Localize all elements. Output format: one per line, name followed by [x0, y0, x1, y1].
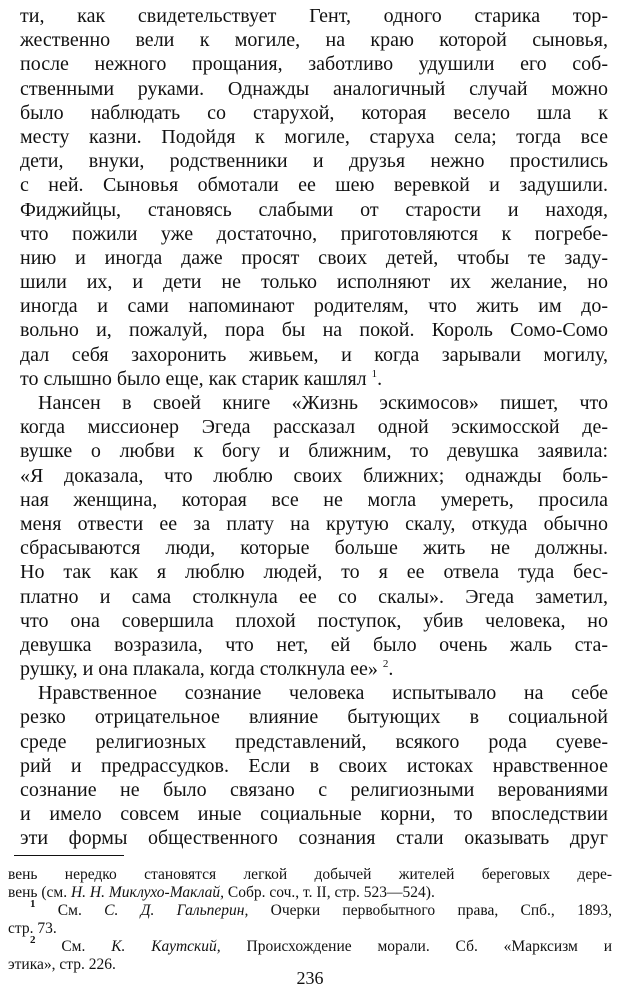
text-line: с ней. Сыновья обмотали ее шею веревкой и задушили.: [20, 174, 608, 197]
text-line: резко отрицательное влияние бытующих в социальной: [20, 706, 608, 729]
text-line: шили их, и дети не только исполняют их желание, но: [20, 271, 608, 294]
text-line: девушка возразила, что нет, ей было очень жаль ста-: [20, 633, 608, 656]
text-line: и имело совсем иные социальные корни, то впоследствии: [20, 803, 608, 826]
footnote-line: вень нередко становятся легкой добычей жителей береговых дере-: [8, 866, 612, 883]
text-line: что пожили уже достаточно, приготовляются к погребе-: [20, 222, 608, 245]
text-line: Нансен в своей книге «Жизнь эскимосов» пишет, что: [38, 392, 608, 414]
text-line: меня отвести ее за плату на крутую скалу, откуда обычно: [20, 512, 608, 535]
footnote-line: [8, 884, 612, 902]
text-line: среде религиозных представлений, всякого рода суеве-: [20, 730, 608, 753]
text-line: месту казни. Подойдя к могиле, старуха села; тогда все: [20, 125, 608, 148]
text-line: после нежного прощания, заботливо удушили его соб-: [20, 53, 608, 76]
text-line: ти, как свидетельствует Гент, одного старика тор-: [20, 5, 608, 27]
footnote-1: [8, 898, 612, 920]
text-line: платно и сама столкнула ее со скалы». Эгеда заметил,: [20, 585, 608, 608]
footnote-text: Происхождение морали. Сб. «Марксизм и: [220, 938, 613, 955]
text-line: рий и предрассудков. Если в своих истоках нравственное: [20, 754, 608, 777]
footnote-author: К. Каутский,: [111, 938, 221, 955]
text-line: «Я доказала, что люблю своих ближних; однажды боль-: [20, 464, 608, 487]
text-line: [20, 657, 608, 681]
footnote-text: См.: [35, 938, 112, 955]
footnote-text: вень (см.: [8, 884, 71, 901]
text-line: ственными руками. Однажды аналогичный случай можно: [20, 77, 608, 100]
text-line: когда миссионер Эгеда рассказал одной эскимосской де-: [20, 416, 608, 439]
text-line: [20, 367, 608, 391]
text-line: Фиджийцы, становясь слабыми от старости и находя,: [20, 198, 608, 221]
text-line: нию и иногда даже просят своих детей, чтобы те заду-: [20, 246, 608, 269]
sentence-end: .: [377, 367, 383, 390]
text-line: ная женщина, которая все не могла умереть, просила: [20, 488, 608, 511]
footnote-ref-2[interactable]: 2: [382, 658, 389, 671]
footnote-mark-1: 1: [30, 898, 36, 910]
footnote-separator: [14, 855, 124, 856]
footnote-text: Собр. соч., т. II, стр. 523—524).: [224, 884, 435, 901]
text-line: Нравственное сознание человека испытывало на себе: [38, 682, 608, 705]
sentence-end: .: [388, 658, 394, 681]
text-line: сознание не было связано с религиозными верованиями: [20, 779, 608, 801]
footnote-mark-2: 2: [30, 934, 36, 946]
text-line: дал себя захоронить живьем, и когда зарывали могилу,: [20, 343, 608, 366]
footnote-line: этика», стр. 226.: [8, 956, 116, 973]
footnote-author: Н. Н. Миклухо-Маклай,: [70, 884, 225, 901]
page-number: 236: [296, 968, 324, 988]
text-line: вольно и, пожалуй, пора бы на покой. Король Сомо-Сомо: [20, 319, 608, 342]
footnote-text: Очерки первобытного права, Спб., 1893,: [248, 902, 612, 919]
text-line: Но так как я люблю людей, то я ее отвела туда бес-: [20, 561, 608, 584]
footnote-ref-1[interactable]: 1: [371, 367, 378, 380]
footnote-line: стр. 73.: [8, 920, 57, 937]
text-line: что она совершила плохой поступок, убив человека, но: [20, 609, 608, 632]
text-line: жественно вели к могиле, на краю которой сыновья,: [20, 29, 608, 52]
text-line-content: рушку, и она плакала, когда столкнула ее»: [20, 658, 378, 681]
footnote-2: [8, 934, 613, 956]
text-line: сбрасываются люди, которые больше жить не должны.: [20, 537, 608, 560]
footnote-text: См.: [35, 902, 105, 919]
text-line: было наблюдать со старухой, которая весело шла к: [20, 101, 608, 124]
footnote-author: С. Д. Гальперин,: [104, 902, 249, 919]
main-text: [20, 4, 608, 851]
footnotes: [8, 866, 612, 974]
text-line-content: то слышно было еще, как старик кашлял: [20, 367, 367, 390]
text-line: эти формы общественного сознания стали оказывать друг: [20, 827, 608, 850]
text-line: дети, внуки, родственники и друзья нежно простились: [20, 150, 608, 173]
text-line: иногда и сами напоминают родителям, что жить им до-: [20, 295, 608, 318]
text-line: вушке о любви к богу и ближним, то девушка заявила:: [20, 440, 608, 463]
